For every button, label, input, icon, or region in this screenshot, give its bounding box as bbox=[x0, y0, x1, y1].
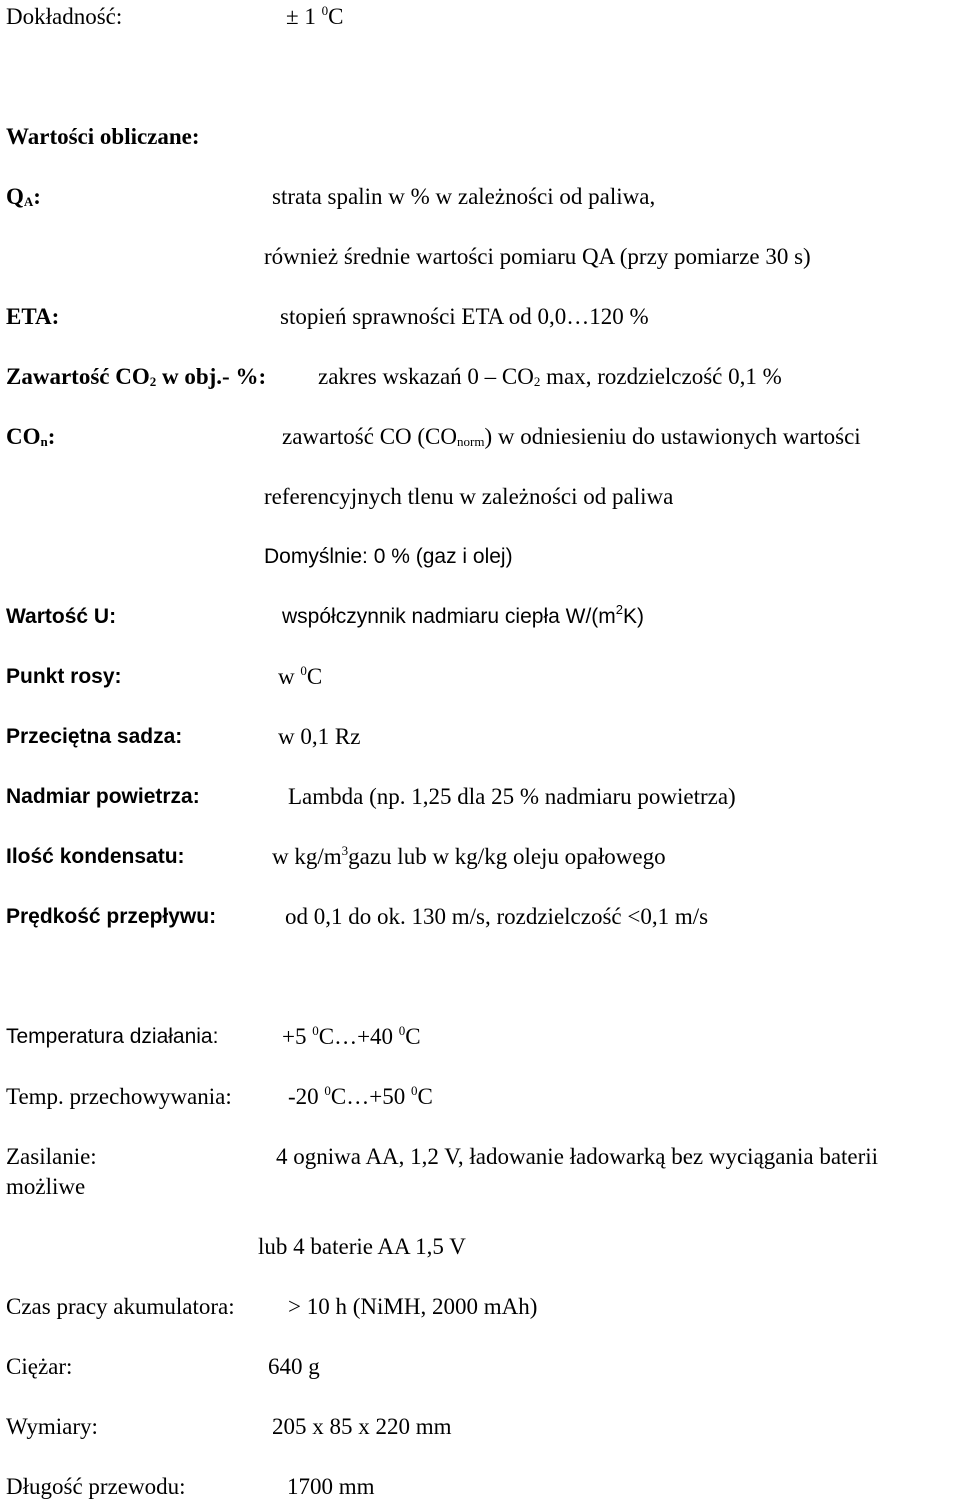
battery-time-value: > 10 h (NiMH, 2000 mAh) bbox=[288, 1294, 538, 1319]
con-description: zawartość CO $(CO_{norm})$ w odniesieniu do ustawionych wartości bbox=[282, 424, 861, 449]
con-label: $CO_n$: bbox=[6, 424, 56, 449]
co2-label: Zawartość $CO_2$ w obj.- %: bbox=[6, 364, 267, 389]
condensate-value: w $kg/m^3gazu$ lub w kg/kg oleju opałowego bbox=[272, 843, 666, 869]
cable-length-value: 1700 mm bbox=[287, 1474, 375, 1499]
flow-speed-label: Prędkość przepływu: bbox=[6, 905, 217, 928]
co2-value: zakres wskazań $0 - CO_2$ max, rozdzielczość 0,1 % bbox=[318, 364, 782, 389]
eta-label: ETA: bbox=[6, 304, 60, 329]
con-description-line2: referencyjnych tlenu w zależności od paliwa bbox=[264, 484, 674, 509]
con-default: Domyślnie: 0 % (gaz i olej) bbox=[264, 545, 513, 568]
dew-point-value: w $^0$C bbox=[278, 663, 323, 689]
dimensions-value: 205 x 85 x 220 mm bbox=[272, 1414, 452, 1439]
excess-air-value: Lambda (np. 1,25 dla 25 % nadmiaru powietrza) bbox=[288, 784, 736, 809]
accuracy-label: Dokładność: bbox=[6, 4, 123, 29]
power-value: 4 ogniwa AA, 1,2 V, ładowanie ładowarką bez wyciągania baterii bbox=[276, 1144, 879, 1169]
excess-air-label: Nadmiar powietrza: bbox=[6, 785, 200, 808]
battery-time-label: Czas pracy akumulatora: bbox=[6, 1294, 235, 1319]
power-label: Zasilanie: bbox=[6, 1144, 97, 1169]
weight-label: Ciężar: bbox=[6, 1354, 73, 1379]
power-label-line2: możliwe bbox=[6, 1174, 86, 1199]
dimensions-label: Wymiary: bbox=[6, 1414, 98, 1439]
u-value-label: Wartość U: bbox=[6, 605, 117, 628]
accuracy-value: ± 1 $^0$C bbox=[286, 3, 344, 29]
condensate-label: Ilość kondensatu: bbox=[6, 845, 185, 868]
storage-temp-value: -20 $^0$C…+50 $^0$C bbox=[288, 1083, 433, 1109]
storage-temp-label: Temp. przechowywania: bbox=[6, 1084, 232, 1109]
calculated-values-heading: Wartości obliczane: bbox=[6, 124, 200, 149]
soot-value: w 0,1 Rz bbox=[278, 724, 361, 749]
dew-point-label: Punkt rosy: bbox=[6, 665, 122, 688]
power-value-line2: lub 4 baterie AA 1,5 V bbox=[258, 1234, 466, 1259]
weight-value: 640 g bbox=[268, 1354, 320, 1379]
qa-description: strata spalin w % w zależności od paliwa, bbox=[272, 184, 656, 209]
u-value-value: współczynnik nadmiaru ciepła $W/(m^2K)$ bbox=[282, 602, 645, 628]
soot-label: Przeciętna sadza: bbox=[6, 725, 183, 748]
operating-temp-label: Temperatura działania: bbox=[6, 1025, 219, 1048]
eta-value: stopień sprawności ETA od 0,0…120 % bbox=[280, 304, 649, 329]
qa-description-line2: również średnie wartości pomiaru QA (przy pomiarze 30 s) bbox=[264, 244, 811, 269]
flow-speed-value: od 0,1 do ok. 130 m/s, rozdzielczość <0,1 m/s bbox=[285, 904, 709, 929]
qa-label: $Q_A$: bbox=[6, 184, 41, 209]
operating-temp-value: +5 $^0$C…+40 $^0$C bbox=[282, 1023, 421, 1049]
cable-length-label: Długość przewodu: bbox=[6, 1474, 186, 1499]
